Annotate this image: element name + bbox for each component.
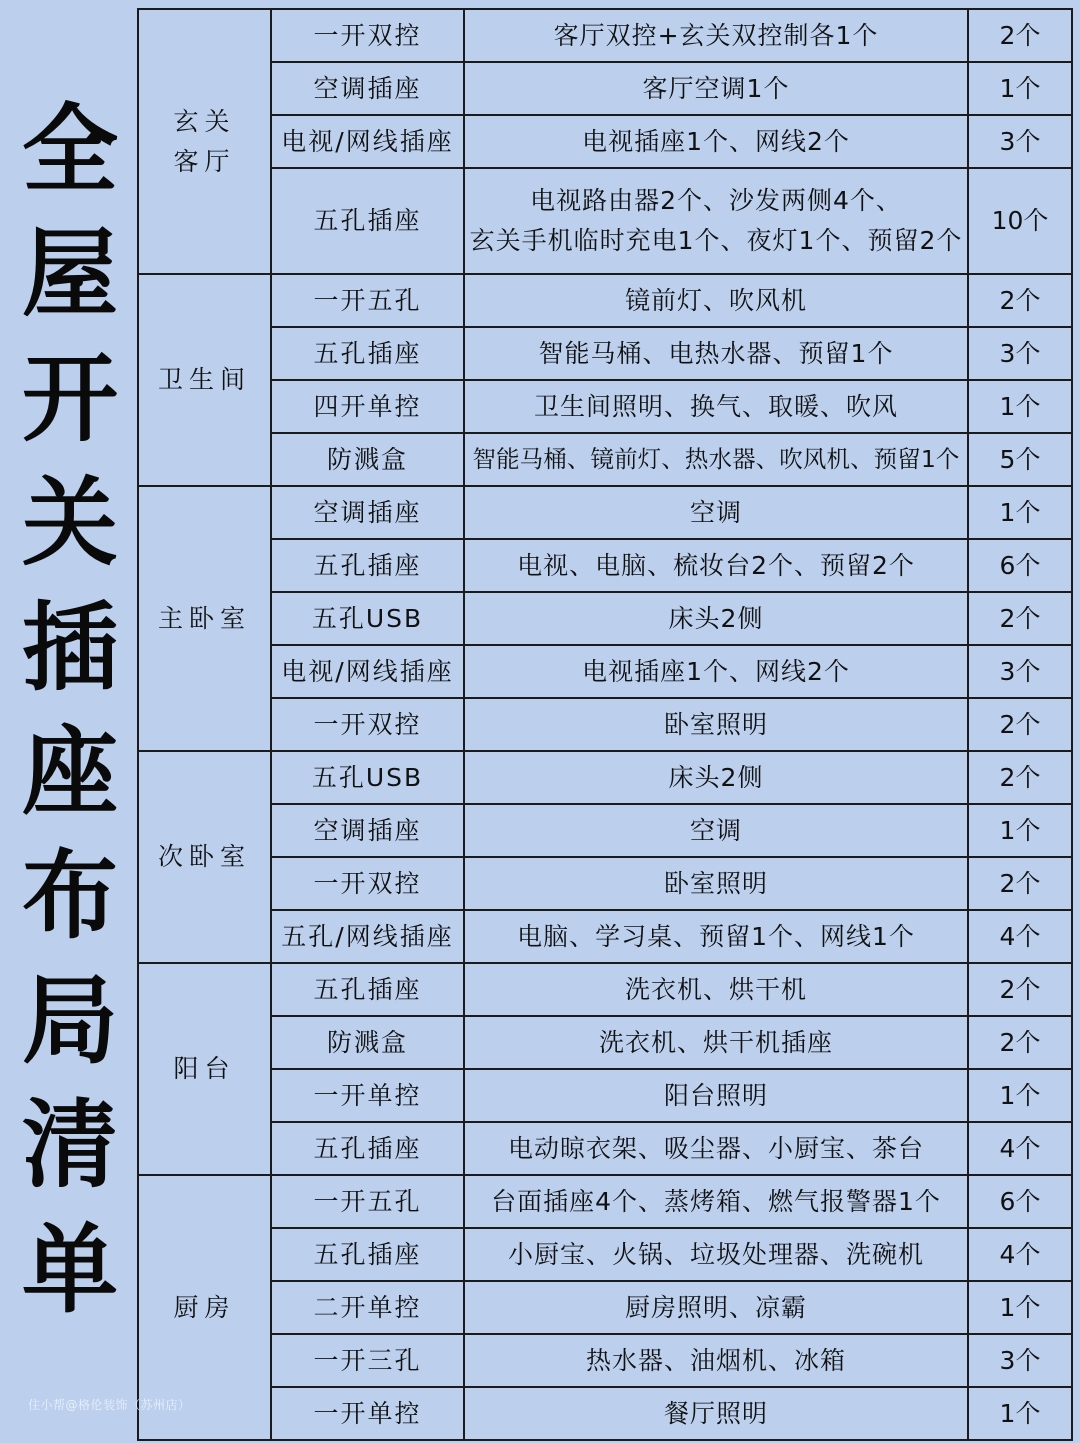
outlet-type: 一开双控: [271, 857, 464, 910]
outlet-type: 二开单控: [271, 1281, 464, 1334]
outlet-description: 电视插座1个、网线2个: [464, 115, 968, 168]
title-char: 清: [22, 1089, 118, 1202]
outlet-quantity: 3个: [968, 115, 1072, 168]
title-char: 局: [22, 964, 118, 1077]
outlet-quantity: 1个: [968, 1281, 1072, 1334]
table-row: [138, 857, 1072, 910]
outlet-quantity: 4个: [968, 910, 1072, 963]
outlet-quantity: 2个: [968, 1016, 1072, 1069]
room-name: 阳台: [138, 963, 271, 1175]
table-row: [138, 1334, 1072, 1387]
room-name: 厨房: [138, 1175, 271, 1440]
outlet-description: 洗衣机、烘干机: [464, 963, 968, 1016]
outlet-description: 智能马桶、电热水器、预留1个: [464, 327, 968, 380]
outlet-type: 电视/网线插座: [271, 115, 464, 168]
outlet-description: 餐厅照明: [464, 1387, 968, 1440]
table-row: [138, 1281, 1072, 1334]
outlet-type: 五孔插座: [271, 963, 464, 1016]
outlet-quantity: 6个: [968, 539, 1072, 592]
outlet-description: 电视路由器2个、沙发两侧4个、 玄关手机临时充电1个、夜灯1个、预留2个: [464, 168, 968, 274]
table-row: [138, 1387, 1072, 1440]
outlet-description: 镜前灯、吹风机: [464, 274, 968, 327]
outlet-quantity: 2个: [968, 9, 1072, 62]
outlet-description: 床头2侧: [464, 592, 968, 645]
outlet-quantity: 1个: [968, 380, 1072, 433]
room-name: 卫生间: [138, 274, 271, 486]
outlet-quantity: 1个: [968, 62, 1072, 115]
page-title: [14, 88, 126, 1332]
outlet-type: 一开五孔: [271, 274, 464, 327]
outlet-description: 电视、电脑、梳妆台2个、预留2个: [464, 539, 968, 592]
table-row: [138, 274, 1072, 327]
outlet-quantity: 6个: [968, 1175, 1072, 1228]
outlet-type: 五孔USB: [271, 751, 464, 804]
table-row: [138, 751, 1072, 804]
outlet-type: 五孔插座: [271, 327, 464, 380]
watermark: 住小帮@格伦装饰（苏州店）: [28, 1398, 191, 1412]
outlet-description: 电脑、学习桌、预留1个、网线1个: [464, 910, 968, 963]
outlet-description: 卧室照明: [464, 698, 968, 751]
table-row: [138, 963, 1072, 1016]
outlet-quantity: 5个: [968, 433, 1072, 486]
outlet-type: 五孔插座: [271, 539, 464, 592]
outlet-type: 一开三孔: [271, 1334, 464, 1387]
outlet-type: 一开双控: [271, 9, 464, 62]
table-row: [138, 433, 1072, 486]
outlet-quantity: 2个: [968, 698, 1072, 751]
title-char: 布: [22, 840, 118, 953]
outlet-description: 阳台照明: [464, 1069, 968, 1122]
outlet-quantity: 4个: [968, 1228, 1072, 1281]
outlet-quantity: 3个: [968, 645, 1072, 698]
outlet-type: 一开双控: [271, 698, 464, 751]
table-row: [138, 910, 1072, 963]
title-char: 开: [22, 342, 118, 455]
outlet-type: 防溅盒: [271, 433, 464, 486]
room-name: 次卧室: [138, 751, 271, 963]
outlet-description: 客厅双控+玄关双控制各1个: [464, 9, 968, 62]
outlet-description: 小厨宝、火锅、垃圾处理器、洗碗机: [464, 1228, 968, 1281]
outlet-description: 电视插座1个、网线2个: [464, 645, 968, 698]
outlet-description: 厨房照明、凉霸: [464, 1281, 968, 1334]
outlet-description: 智能马桶、镜前灯、热水器、吹风机、预留1个: [464, 433, 968, 486]
outlet-description: 床头2侧: [464, 751, 968, 804]
outlet-type: 一开五孔: [271, 1175, 464, 1228]
outlet-type: 一开单控: [271, 1069, 464, 1122]
table-row: [138, 804, 1072, 857]
outlet-quantity: 3个: [968, 327, 1072, 380]
outlet-type: 一开单控: [271, 1387, 464, 1440]
table-row: [138, 592, 1072, 645]
outlet-quantity: 2个: [968, 274, 1072, 327]
table-row: [138, 168, 1072, 274]
table-row: [138, 62, 1072, 115]
outlet-type: 五孔插座: [271, 168, 464, 274]
table-row: [138, 486, 1072, 539]
outlet-description: 卫生间照明、换气、取暖、吹风: [464, 380, 968, 433]
table-row: [138, 380, 1072, 433]
outlet-description: 客厅空调1个: [464, 62, 968, 115]
table-row: [138, 115, 1072, 168]
outlet-type: 五孔USB: [271, 592, 464, 645]
outlet-quantity: 1个: [968, 1387, 1072, 1440]
outlet-description: 空调: [464, 486, 968, 539]
outlet-description: 卧室照明: [464, 857, 968, 910]
table-row: [138, 1069, 1072, 1122]
outlet-type: 空调插座: [271, 486, 464, 539]
outlet-quantity: 4个: [968, 1122, 1072, 1175]
outlet-description: 电动晾衣架、吸尘器、小厨宝、茶台: [464, 1122, 968, 1175]
outlet-quantity: 2个: [968, 751, 1072, 804]
outlet-quantity: 1个: [968, 1069, 1072, 1122]
title-char: 屋: [22, 218, 118, 331]
table-row: [138, 698, 1072, 751]
title-char: 关: [22, 467, 118, 580]
outlet-description: 台面插座4个、蒸烤箱、燃气报警器1个: [464, 1175, 968, 1228]
outlet-type: 五孔插座: [271, 1228, 464, 1281]
table-row: [138, 645, 1072, 698]
room-name: 玄关 客厅: [138, 9, 271, 274]
table-row: [138, 539, 1072, 592]
outlet-type: 电视/网线插座: [271, 645, 464, 698]
outlet-type: 空调插座: [271, 62, 464, 115]
title-char: 座: [22, 716, 118, 829]
table-row: [138, 327, 1072, 380]
outlet-description: 热水器、油烟机、冰箱: [464, 1334, 968, 1387]
outlet-description: 洗衣机、烘干机插座: [464, 1016, 968, 1069]
outlet-type: 五孔插座: [271, 1122, 464, 1175]
title-char: 插: [22, 591, 118, 704]
outlet-quantity: 1个: [968, 486, 1072, 539]
outlet-quantity: 10个: [968, 168, 1072, 274]
outlet-description: 空调: [464, 804, 968, 857]
table-row: [138, 1175, 1072, 1228]
outlet-quantity: 1个: [968, 804, 1072, 857]
title-char: 单: [22, 1213, 118, 1326]
outlet-type: 四开单控: [271, 380, 464, 433]
table-row: [138, 1228, 1072, 1281]
outlet-quantity: 3个: [968, 1334, 1072, 1387]
table-row: [138, 1016, 1072, 1069]
outlet-quantity: 2个: [968, 857, 1072, 910]
outlet-quantity: 2个: [968, 592, 1072, 645]
table-row: [138, 9, 1072, 62]
room-name: 主卧室: [138, 486, 271, 751]
outlet-type: 五孔/网线插座: [271, 910, 464, 963]
table-row: [138, 1122, 1072, 1175]
switch-socket-table: [137, 8, 1073, 1441]
outlet-quantity: 2个: [968, 963, 1072, 1016]
outlet-type: 空调插座: [271, 804, 464, 857]
outlet-type: 防溅盒: [271, 1016, 464, 1069]
title-char: 全: [22, 94, 118, 206]
